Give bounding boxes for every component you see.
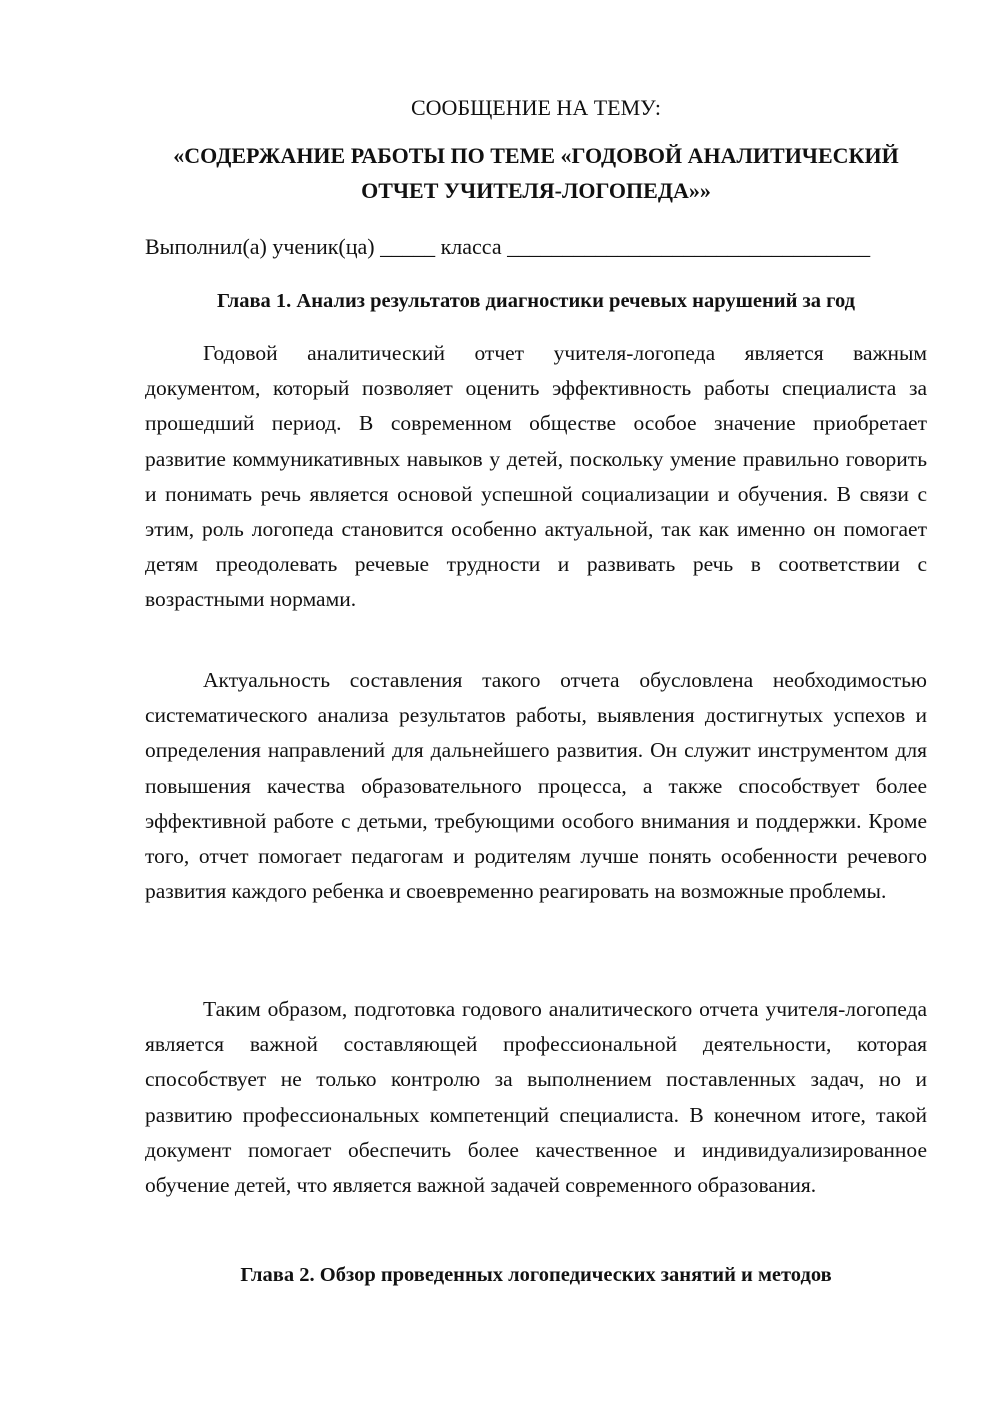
author-line: Выполнил(а) ученик(ца) _____ класса _________________________________ [145,234,871,259]
chapter-1-paragraph: Актуальность составления такого отчета обусловлена необходимостью систематического анализа результатов работы, выявления достигнутых успехов и определения направлений для дальнейшего развития. Он служит инструментом для повышения качества образовательного процесса, а также способствует более эффективной работе с детьми, требующими особого внимания и поддержки. Кроме того, отчет помогает педагогам и родителям лучше понять особенности речевого развития каждого ребенка и своевременно реагировать на возможные проблемы. [145,668,927,904]
chapter-1-paragraph: Годовой аналитический отчет учителя-логопеда является важным документом, который позволяет оценить эффективность работы специалиста за прошедший период. В современном обществе особое значение приобретает развитие коммуникативных навыков у детей, поскольку умение правильно говорить и понимать речь является основой успешной социализации и обучения. В связи с этим, роль логопеда становится особенно актуальной, так как именно он помогает детям преодолевать речевые трудности и развивать речь в соответствии с возрастными нормами. [145,341,927,612]
chapter-1-paragraph: Таким образом, подготовка годового аналитического отчета учителя-логопеда является важной составляющей профессиональной деятельности, которая способствует не только контролю за выполнением поставленных задач, но и развитию профессиональных компетенций специалиста. В конечном итоге, такой документ помогает обеспечить более качественное и индивидуализированное обучение детей, что является важной задачей современного образования. [145,997,927,1198]
document-title: «СОДЕРЖАНИЕ РАБОТЫ ПО ТЕМЕ «ГОДОВОЙ АНАЛИТИЧЕСКИЙ ОТЧЕТ УЧИТЕЛЯ-ЛОГОПЕДА»» [173,143,899,203]
chapter-1-heading: Глава 1. Анализ результатов диагностики речевых нарушений за год [216,290,855,312]
document-header: СООБЩЕНИЕ НА ТЕМУ: [411,95,661,120]
chapter-2-heading: Глава 2. Обзор проведенных логопедических занятий и методов [240,1264,832,1286]
